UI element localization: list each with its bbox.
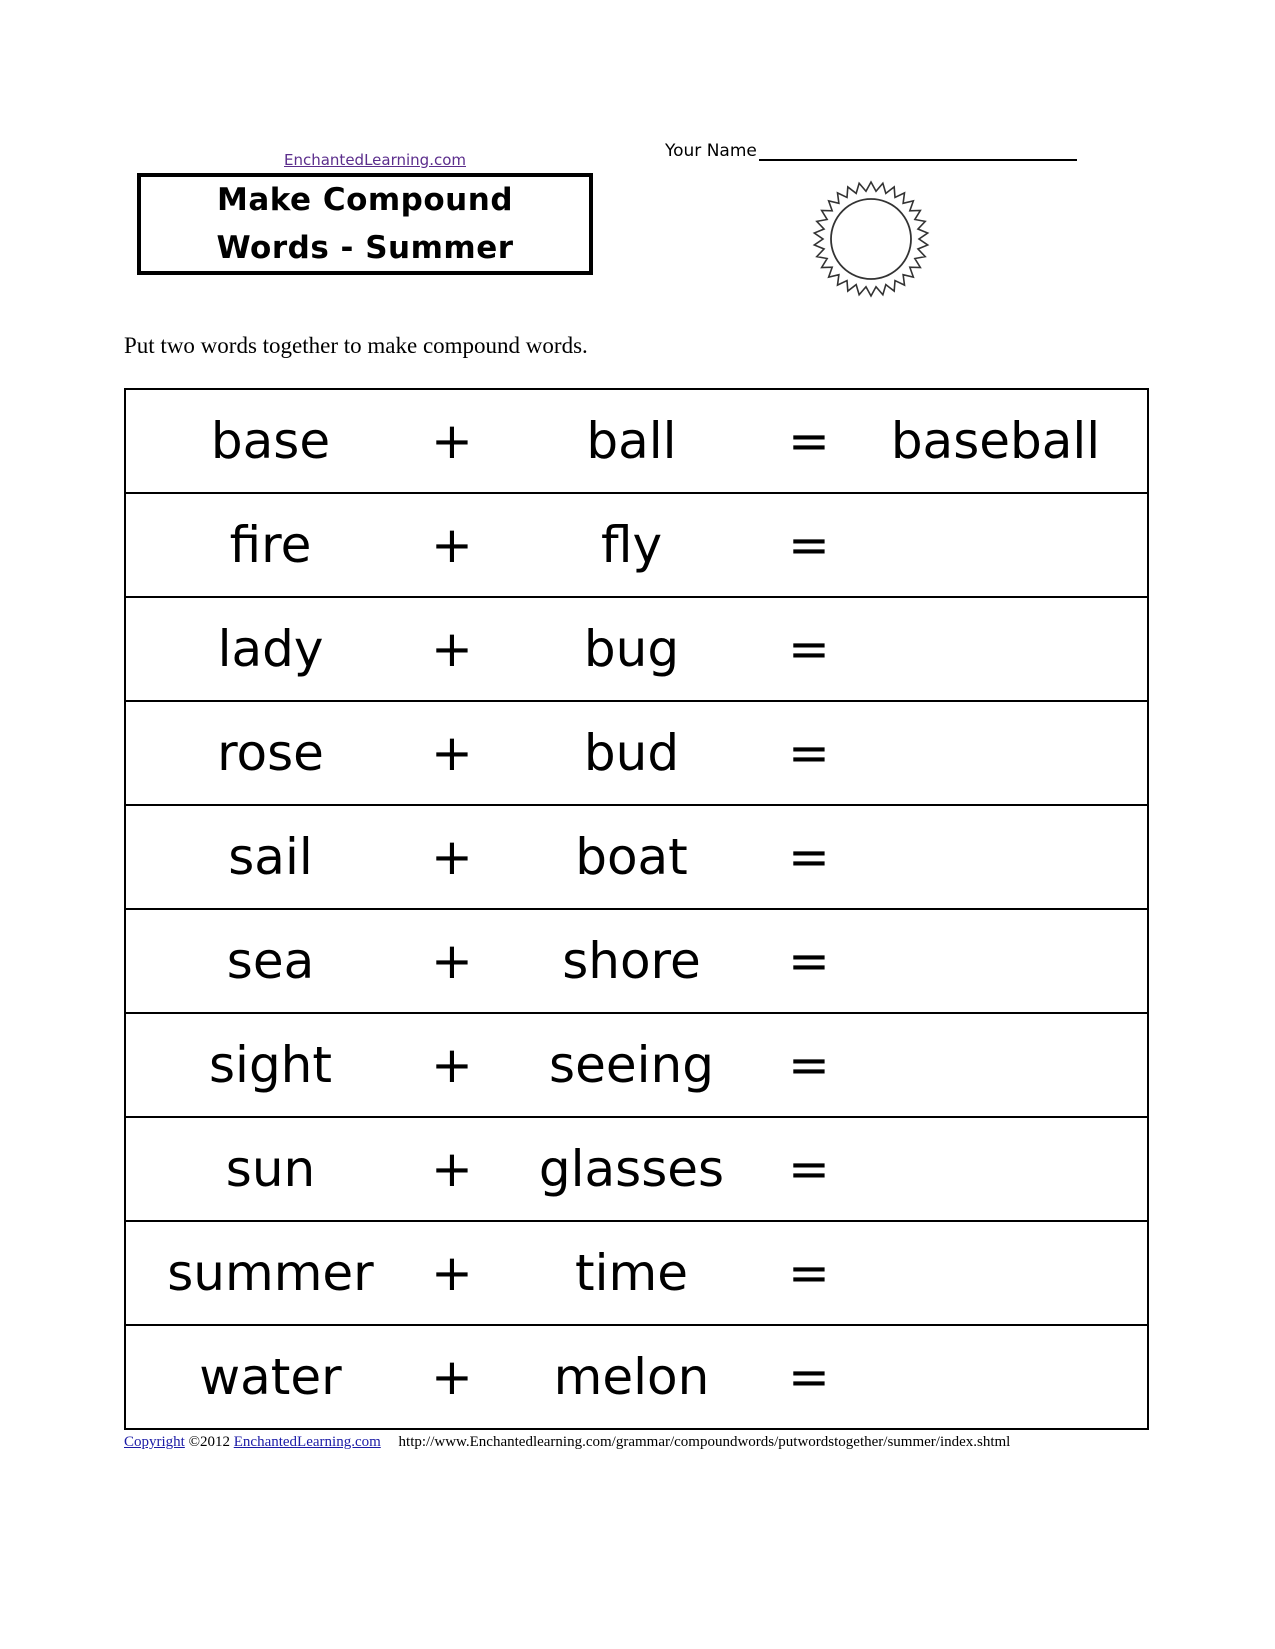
second-word: ball	[586, 412, 677, 470]
table-row	[125, 1013, 1148, 1117]
plus-sign: +	[415, 597, 489, 701]
equals-sign: =	[774, 597, 844, 701]
plus-sign: +	[415, 1221, 489, 1325]
first-word: sight	[125, 1013, 415, 1117]
header-site-link[interactable]: EnchantedLearning.com	[284, 151, 466, 169]
equals-sign: =	[774, 909, 844, 1013]
your-name-label: Your Name	[665, 141, 757, 161]
equals-sign: =	[774, 701, 844, 805]
answer-cell[interactable]	[844, 1221, 1148, 1325]
equals-sign: =	[774, 493, 844, 597]
second-word: shore	[489, 909, 774, 1013]
equals-sign: =	[788, 412, 830, 470]
first-word: sun	[125, 1117, 415, 1221]
second-word: bug	[489, 597, 774, 701]
your-name-line[interactable]	[759, 140, 1077, 161]
footer-site-link[interactable]: EnchantedLearning.com	[233, 1434, 381, 1450]
table-row	[125, 909, 1148, 1013]
first-word: base	[210, 412, 331, 470]
footer-url: http://www.Enchantedlearning.com/grammar/compoundwords/putwordstogether/summer/index.shtml	[398, 1434, 1011, 1450]
first-word: water	[125, 1325, 415, 1429]
equals-sign: =	[774, 1013, 844, 1117]
first-word: sail	[125, 805, 415, 909]
plus-sign: +	[415, 805, 489, 909]
equals-sign: =	[774, 805, 844, 909]
answer-cell[interactable]	[844, 493, 1148, 597]
footer	[124, 1434, 1010, 1451]
page-title: Make Compound Words - Summer	[216, 182, 514, 266]
plus-sign: +	[415, 1325, 489, 1429]
second-word: bud	[489, 701, 774, 805]
copyright-link[interactable]: Copyright	[124, 1434, 185, 1450]
table-row	[125, 701, 1148, 805]
table-row	[125, 597, 1148, 701]
second-word: fly	[489, 493, 774, 597]
first-word: fire	[125, 493, 415, 597]
answer-cell[interactable]	[844, 909, 1148, 1013]
answer-cell[interactable]	[844, 1013, 1148, 1117]
answer-cell[interactable]: baseball	[890, 412, 1101, 470]
answer-cell[interactable]	[844, 1117, 1148, 1221]
answer-cell[interactable]	[844, 701, 1148, 805]
plus-sign: +	[415, 909, 489, 1013]
second-word: glasses	[489, 1117, 774, 1221]
second-word: time	[489, 1221, 774, 1325]
instructions: Put two words together to make compound words.	[124, 333, 588, 358]
table-row	[125, 1117, 1148, 1221]
first-word: rose	[125, 701, 415, 805]
table-row	[125, 389, 1148, 493]
table-row	[125, 493, 1148, 597]
plus-sign: +	[415, 1013, 489, 1117]
plus-sign: +	[415, 1117, 489, 1221]
second-word: boat	[489, 805, 774, 909]
first-word: lady	[125, 597, 415, 701]
equals-sign: =	[774, 1117, 844, 1221]
sun-icon	[812, 180, 930, 298]
title-box	[137, 173, 593, 275]
answer-cell[interactable]	[844, 1325, 1148, 1429]
first-word: summer	[125, 1221, 415, 1325]
sun-disc	[831, 199, 911, 279]
answer-cell[interactable]	[844, 597, 1148, 701]
second-word: seeing	[489, 1013, 774, 1117]
equals-sign: =	[774, 1325, 844, 1429]
table-row	[125, 805, 1148, 909]
second-word: melon	[489, 1325, 774, 1429]
answer-cell[interactable]	[844, 805, 1148, 909]
first-word: sea	[125, 909, 415, 1013]
equals-sign: =	[774, 1221, 844, 1325]
plus-sign: +	[415, 493, 489, 597]
plus-sign: +	[415, 701, 489, 805]
plus-sign: +	[431, 412, 473, 470]
your-name-field[interactable]	[665, 140, 1077, 161]
compound-word-table	[124, 388, 1149, 1430]
copyright-year: ©2012	[188, 1434, 230, 1450]
table-row	[125, 1221, 1148, 1325]
table-row	[125, 1325, 1148, 1429]
